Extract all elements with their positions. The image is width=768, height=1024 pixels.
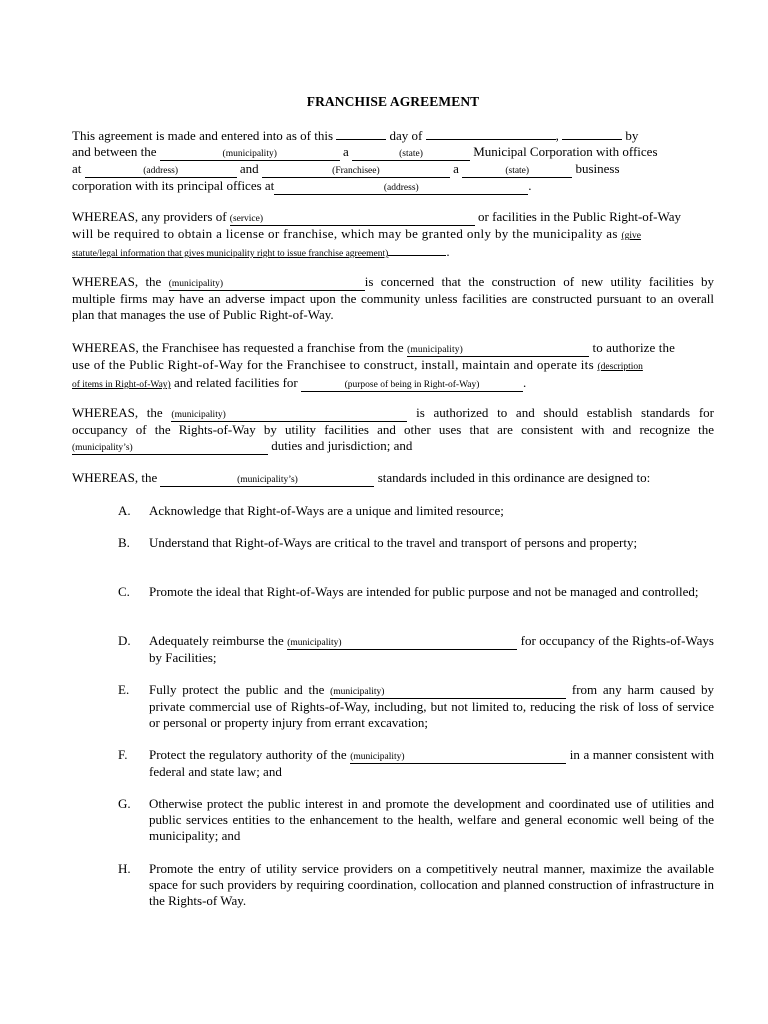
item-text-content: Fully protect the public and the xyxy=(149,682,325,697)
statute-blank[interactable]: statute/legal information that gives municipality right to issue franchise agreement) xyxy=(72,249,389,259)
whereas-3-line-2 xyxy=(72,357,714,375)
municipality-blank[interactable]: (municipality) xyxy=(169,278,365,291)
whereas-text: standards included in this ordinance are designed to: xyxy=(377,470,651,485)
municipality-blank[interactable]: (municipality) xyxy=(350,751,566,764)
day-blank[interactable] xyxy=(336,129,386,140)
whereas-text: use of the Public Right-of-Way for the Franchisee to construct, install, maintain and operate its xyxy=(72,357,594,372)
whereas-text: and related facilities for xyxy=(173,375,298,390)
intro-text: corporation with its principal offices at xyxy=(72,178,275,193)
whereas-1-line-1 xyxy=(72,209,714,226)
whereas-1 xyxy=(72,209,714,262)
description-blank[interactable]: (description xyxy=(597,362,643,372)
whereas-text: . xyxy=(446,244,450,259)
item-text-content: Understand that Right-of-Ways are critical to the travel and transport of persons and property; xyxy=(149,535,638,550)
municipality-blank[interactable]: (municipality) xyxy=(407,344,589,357)
item-text-content: in a manner consistent with federal and state law; and xyxy=(149,747,715,779)
whereas-text: WHEREAS, the xyxy=(72,274,162,289)
item-letter: B. xyxy=(118,535,130,550)
intro-text: business xyxy=(575,161,620,176)
intro-line-2 xyxy=(72,144,714,161)
whereas-text: is concerned that the construction of new utility facilities by multiple firms may have an adverse impact upon the community unless facilities are constructed pursuant to an overall plan that manages the use of Public Right-of-Way. xyxy=(72,274,714,322)
municipality-blank[interactable]: (municipality) xyxy=(287,637,517,650)
municipality-blank[interactable]: (municipality’s) xyxy=(72,442,268,455)
description-blank[interactable]: of items in Right-of-Way) xyxy=(72,380,171,390)
municipality-blank[interactable]: (municipality) xyxy=(160,148,340,161)
intro-text: and xyxy=(239,161,259,176)
whereas-text: WHEREAS, any providers of xyxy=(72,209,227,224)
whereas-2 xyxy=(72,274,714,323)
item-text xyxy=(149,682,714,731)
intro-text: . xyxy=(528,178,532,193)
item-letter: F. xyxy=(118,747,128,762)
item-text-content: Adequately reimburse the xyxy=(149,633,284,648)
item-letter: D. xyxy=(118,633,131,648)
municipality-blank[interactable]: (municipality) xyxy=(171,409,407,422)
item-letter: C. xyxy=(118,584,130,599)
item-text-content: Acknowledge that Right-of-Ways are a unique and limited resource; xyxy=(149,503,504,518)
item-letter: A. xyxy=(118,503,131,518)
intro-text: Municipal Corporation with offices xyxy=(473,144,658,159)
whereas-text: duties and jurisdiction; and xyxy=(271,438,413,453)
item-text-content: Otherwise protect the public interest in and promote the development and coordinated use of utilities and public services entities to the enhancement to the health, welfare and general economic well being of the municipality; and xyxy=(149,796,714,843)
month-blank[interactable] xyxy=(426,129,556,140)
document-title: FRANCHISE AGREEMENT xyxy=(306,94,480,109)
item-text xyxy=(149,796,714,844)
municipality-blank[interactable]: (municipality’s) xyxy=(160,474,374,487)
state-blank[interactable]: (state) xyxy=(462,165,572,178)
item-letter: E. xyxy=(118,682,130,697)
whereas-4 xyxy=(72,405,714,455)
item-text xyxy=(149,535,714,551)
address-blank[interactable]: (address) xyxy=(274,182,528,195)
intro-text: by xyxy=(625,128,639,143)
intro-line-4 xyxy=(72,178,714,195)
whereas-text: WHEREAS, the xyxy=(72,470,158,485)
intro-paragraph xyxy=(72,128,714,195)
whereas-text: will be required to obtain a license or franchise, which may be granted only by the municipality as xyxy=(72,226,618,241)
service-blank[interactable]: (service) xyxy=(230,213,475,226)
whereas-3 xyxy=(72,340,714,393)
whereas-5 xyxy=(72,470,714,487)
intro-text: , xyxy=(555,128,559,143)
item-text xyxy=(149,503,714,519)
whereas-text: is authorized to and should establish standards for occupancy of the Rights-of-Way by utility facilities and other uses that are consistent with and recognize the xyxy=(72,405,714,437)
item-text xyxy=(149,633,714,666)
intro-text: and between the xyxy=(72,144,157,159)
item-text-content: Promote the entry of utility service providers on a competitively neutral manner, maximize the available space for such providers by requiring coordination, collocation and planned construction of infrastructure in the Rights-of Way. xyxy=(149,861,714,908)
item-text xyxy=(149,861,714,909)
item-text xyxy=(149,584,714,600)
item-letter: H. xyxy=(118,861,131,876)
whereas-text: or facilities in the Public Right-of-Way xyxy=(478,209,681,224)
intro-line-1 xyxy=(72,128,714,144)
item-text-content: from any harm caused by private commercial use of Rights-of-Way, including, but not limited to, reducing the risk of loss of service or personal or property injury from errant excavation; xyxy=(149,682,715,730)
whereas-text: WHEREAS, the xyxy=(72,405,163,420)
address-blank[interactable]: (address) xyxy=(85,165,237,178)
state-blank[interactable]: (state) xyxy=(352,148,470,161)
item-letter: G. xyxy=(118,796,131,811)
item-text xyxy=(149,747,714,780)
franchisee-blank[interactable]: (Franchisee) xyxy=(262,165,450,178)
whereas-text: WHEREAS, the Franchisee has requested a franchise from the xyxy=(72,340,404,355)
year-blank[interactable] xyxy=(562,129,622,140)
intro-text: at xyxy=(72,161,82,176)
intro-text: day of xyxy=(389,128,423,143)
whereas-1-line-2 xyxy=(72,226,714,244)
whereas-text: . xyxy=(523,375,527,390)
statute-blank-line[interactable] xyxy=(388,245,446,256)
whereas-text: to authorize the xyxy=(592,340,675,355)
item-text-content: Promote the ideal that Right-of-Ways are intended for public purpose and not be managed and controlled; xyxy=(149,584,699,599)
intro-text: a xyxy=(453,161,459,176)
intro-text: a xyxy=(342,144,349,159)
whereas-1-line-3 xyxy=(72,244,714,262)
municipality-blank[interactable]: (municipality) xyxy=(330,686,566,699)
statute-blank[interactable]: (give xyxy=(621,231,641,241)
purpose-blank[interactable]: (purpose of being in Right-of-Way) xyxy=(301,379,523,392)
whereas-3-line-1 xyxy=(72,340,714,357)
intro-line-3 xyxy=(72,161,714,178)
item-text-content: Protect the regulatory authority of the xyxy=(149,747,347,762)
whereas-3-line-3 xyxy=(72,375,714,393)
intro-text: This agreement is made and entered into as of this xyxy=(72,128,334,143)
item-text-content: for occupancy of the Rights-of-Ways by Facilities; xyxy=(149,633,714,665)
